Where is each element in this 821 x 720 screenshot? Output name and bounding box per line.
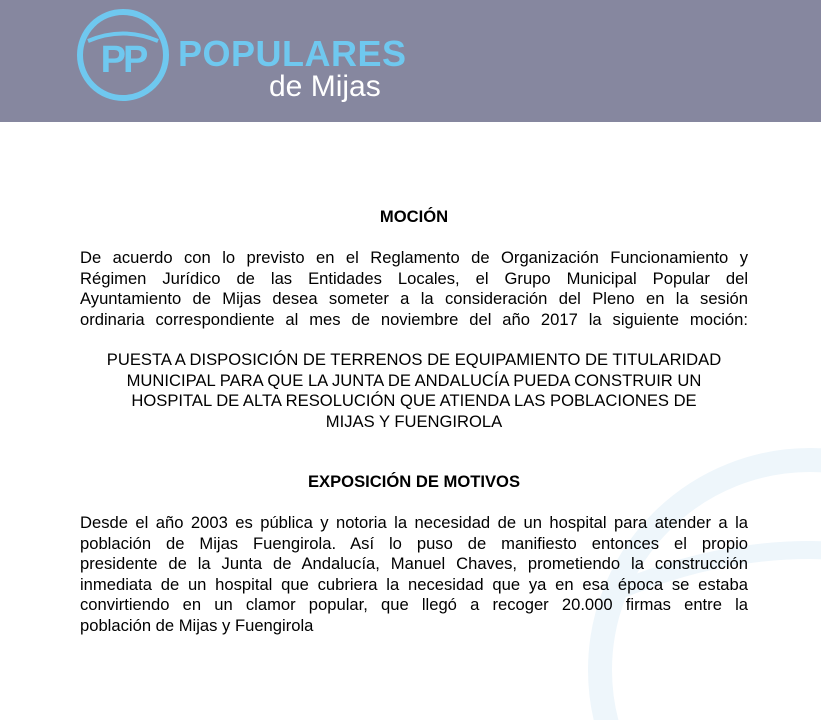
brand-name: POPULARES bbox=[178, 33, 407, 74]
intro-paragraph bbox=[80, 248, 748, 330]
heading-mocion: MOCIÓN bbox=[379, 207, 449, 226]
body-line: población de Mijas Fuengirola. Así lo puso de manifiesto entonces el propio bbox=[80, 533, 748, 553]
intro-line: ordinaria correspondiente al mes de noviembre del año 2017 la siguiente moción: bbox=[80, 309, 748, 329]
intro-line: De acuerdo con lo previsto en el Reglamento de Organización Funcionamiento y bbox=[80, 248, 748, 267]
body-line: Desde el año 2003 es pública y notoria la necesidad de un hospital para atender a la bbox=[80, 513, 748, 532]
motion-title-line: MIJAS Y FUENGIROLA bbox=[325, 411, 503, 431]
motion-title-line: PUESTA A DISPOSICIÓN DE TERRENOS DE EQUIPAMIENTO DE TITULARIDAD bbox=[106, 350, 722, 369]
body-line: convirtiendo en un clamor popular, que llegó a recoger 20.000 firmas entre la bbox=[80, 595, 748, 614]
motion-title-line: MUNICIPAL PARA QUE LA JUNTA DE ANDALUCÍA PUEDA CONSTRUIR UN bbox=[126, 370, 702, 390]
letterhead-band bbox=[0, 0, 821, 122]
motion-title bbox=[80, 350, 748, 432]
body-paragraph bbox=[80, 513, 748, 636]
motion-title-line: HOSPITAL DE ALTA RESOLUCIÓN QUE ATIENDA LAS POBLACIONES DE bbox=[131, 391, 697, 410]
pp-logo-icon bbox=[76, 8, 170, 102]
body-line: inmediata de un hospital que cubriera la necesidad que ya en esa época se estaba bbox=[80, 574, 748, 594]
brand-locality: de Mijas bbox=[269, 70, 381, 103]
body-line: población de Mijas y Fuengirola bbox=[80, 615, 314, 635]
intro-line: Régimen Jurídico de las Entidades Locales, el Grupo Municipal Popular del bbox=[80, 268, 748, 288]
intro-line: Ayuntamiento de Mijas desea someter a la consideración del Pleno en la sesión bbox=[80, 289, 748, 308]
heading-exposicion: EXPOSICIÓN DE MOTIVOS bbox=[307, 472, 521, 491]
logo-letters: PP bbox=[100, 39, 146, 81]
body-line: presidente de la Junta de Andalucía, Manuel Chaves, prometiendo la construcción bbox=[80, 554, 748, 573]
